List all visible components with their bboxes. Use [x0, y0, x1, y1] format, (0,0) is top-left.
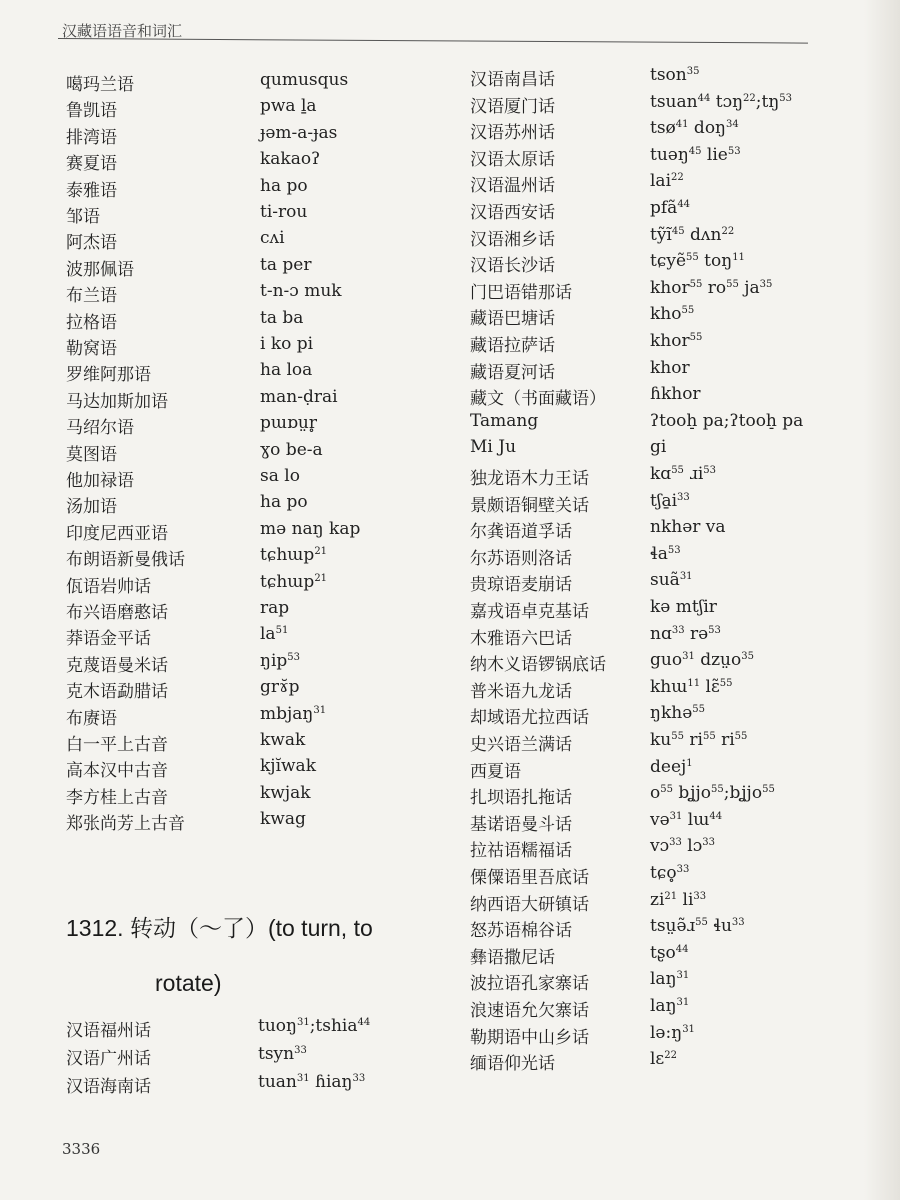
language-name: 李方桂上古音 — [66, 787, 168, 808]
word-form: khor — [650, 357, 690, 378]
tone-number: 33 — [669, 837, 682, 849]
entry-row — [66, 228, 466, 254]
entry-row — [66, 334, 466, 359]
tone-number: 33 — [352, 1073, 366, 1084]
word-form: tuan$^{31}$ ɦiaŋ$^{33}$ — [258, 1072, 366, 1092]
language-name: 赛夏语 — [66, 154, 117, 175]
entry-row — [470, 464, 870, 489]
language-name: 汉语西安话 — [470, 203, 555, 223]
tone-number: 55 — [686, 252, 699, 264]
language-name: 汉语太原话 — [470, 149, 555, 170]
tone-number: 55 — [671, 465, 684, 476]
word-form: guo$^{31}$ dzṳo$^{35}$ — [650, 650, 754, 671]
language-name: 郑张尚芳上古音 — [66, 814, 185, 835]
language-name: 白一平上古音 — [66, 735, 168, 755]
tone-number: 53 — [703, 465, 717, 476]
tone-number: 44 — [677, 199, 691, 210]
entry-row — [470, 730, 870, 755]
tone-number: 44 — [357, 1017, 371, 1028]
entry-row — [470, 703, 870, 729]
tone-number: 44 — [675, 943, 689, 955]
entry-row — [470, 91, 870, 117]
tone-number: 33 — [676, 864, 690, 875]
tone-number: 31 — [669, 810, 683, 822]
word-form: ʔtooh̠ pa;ʔtooh̠ pa — [650, 410, 804, 431]
tone-number: 35 — [741, 651, 754, 663]
entry-row — [66, 1044, 466, 1069]
language-name: 纳西语大研镇话 — [470, 894, 589, 915]
language-name: 他加禄语 — [66, 471, 134, 491]
entry-row — [66, 703, 466, 729]
language-name: 勒期语中山乡话 — [470, 1027, 589, 1048]
entry-row — [66, 386, 466, 412]
word-form: vɔ$^{33}$ lɔ$^{33}$ — [650, 836, 715, 857]
entry-row — [470, 1022, 870, 1048]
language-name: 门巴语错那话 — [470, 282, 572, 303]
entry-row — [470, 517, 870, 543]
entry-row — [66, 149, 466, 175]
language-name: 汉语厦门话 — [470, 96, 555, 117]
entry-row — [470, 437, 870, 459]
language-name: 扎坝语扎拖话 — [470, 788, 572, 809]
entry-row — [470, 251, 870, 277]
word-form: $zi^{21}$ $li^{33}$ — [650, 889, 707, 910]
word-form: laŋ$^{31}$ — [650, 996, 690, 1016]
entry-row — [66, 1016, 466, 1041]
entry-row — [66, 281, 466, 307]
tone-number: 33 — [731, 917, 745, 929]
entry-row — [66, 730, 466, 755]
language-name: 却域语尤拉西话 — [470, 708, 589, 729]
language-name: 克木语勐腊话 — [66, 682, 168, 703]
word-form: kɑ$^{55}$ ɹi$^{53}$ — [650, 464, 717, 484]
word-form: cʌi — [260, 228, 285, 249]
word-form: ŋkhə$^{55}$ — [650, 703, 705, 724]
word-form: tɕhɯp$^{21}$ — [260, 545, 328, 566]
language-name: 浪速语允欠寨话 — [470, 1001, 589, 1021]
word-form: tson$^{35}$ — [650, 65, 700, 85]
tone-number: 31 — [682, 1023, 695, 1035]
language-name: 贵琼语麦崩话 — [470, 575, 572, 596]
entry-row — [470, 783, 870, 809]
tone-number: 22 — [743, 92, 756, 104]
entry-row — [470, 996, 870, 1021]
language-name: 鲁凯语 — [66, 101, 117, 122]
tone-number: 55 — [681, 305, 695, 317]
word-form: tsyn$^{33}$ — [258, 1044, 307, 1064]
tone-number: 35 — [686, 66, 700, 77]
word-form: deej$^1$ — [650, 756, 693, 777]
entry-row — [66, 756, 466, 782]
language-name: 汉语长沙话 — [470, 256, 555, 277]
language-name: 木雅语六巴话 — [470, 628, 572, 649]
language-name: 布兴语磨憨话 — [66, 603, 168, 623]
word-form: tuəŋ$^{45}$ lie$^{53}$ — [650, 144, 741, 165]
tone-number: 11 — [687, 677, 701, 689]
tone-number: 11 — [732, 252, 745, 264]
word-form: tsø$^{41}$ doŋ$^{34}$ — [650, 118, 739, 139]
tone-number: 31 — [313, 704, 327, 716]
word-form: kjĭwak — [260, 756, 316, 777]
language-name: 尔苏语则洛话 — [470, 548, 572, 569]
language-name: 马绍尔语 — [66, 418, 134, 439]
tone-number: 21 — [314, 572, 328, 584]
tone-number: 31 — [296, 1073, 310, 1084]
word-form: $la^{51}$ — [260, 624, 289, 645]
entry-row — [470, 650, 870, 676]
language-name: 布兰语 — [66, 286, 117, 307]
tone-number: 31 — [676, 970, 690, 982]
word-form: ha po — [260, 175, 308, 196]
entry-row — [66, 360, 466, 386]
word-form: suã$^{31}$ — [650, 570, 693, 591]
tone-number: 31 — [682, 651, 695, 663]
entry-row — [470, 357, 870, 383]
tone-number: 33 — [702, 837, 715, 849]
entry-row — [470, 331, 870, 356]
language-name: 汉语湘乡话 — [470, 229, 555, 250]
language-name: 景颇语铜壁关话 — [470, 495, 589, 516]
entry-row — [66, 439, 466, 465]
entry-row — [66, 96, 466, 122]
language-name: 怒苏语棉谷话 — [470, 921, 572, 942]
word-form: ha loa — [260, 360, 313, 381]
word-form: tʂo$^{44}$ — [650, 942, 689, 963]
entry-row — [470, 570, 870, 596]
entry-row — [470, 411, 870, 433]
tone-number: 55 — [695, 917, 708, 929]
language-name: 莫图语 — [66, 444, 117, 465]
tone-number: 22 — [671, 172, 684, 184]
tone-number: 34 — [726, 119, 739, 131]
entry-row — [470, 543, 870, 569]
language-name: 汉语苏州话 — [470, 123, 555, 144]
language-name: 克蔑语曼米话 — [66, 655, 168, 676]
language-name: 拉祜语糯福话 — [470, 841, 572, 862]
language-name: 汉语温州话 — [470, 176, 555, 197]
tone-number: 41 — [675, 119, 689, 131]
tone-number: 55 — [692, 704, 705, 716]
entry-row — [470, 809, 870, 835]
word-form: $ku^{55}$ $ri^{55}$ $ri^{55}$ — [650, 730, 748, 750]
word-form: ɬa$^{53}$ — [650, 543, 681, 564]
entry-row — [470, 198, 870, 223]
entry-row — [66, 122, 466, 148]
tone-number: 33 — [677, 491, 690, 503]
entry-row — [66, 254, 466, 280]
entry-row — [470, 916, 870, 942]
entry-row — [66, 598, 466, 623]
entry-row — [470, 676, 870, 702]
language-name: Mi Ju — [470, 437, 517, 458]
word-form: və$^{31}$ lɯ$^{44}$ — [650, 809, 723, 830]
entry-row — [66, 809, 466, 835]
word-form: mbjaŋ$^{31}$ — [260, 703, 327, 724]
language-name: 纳木义语锣锅底话 — [470, 655, 606, 676]
entry-row — [66, 650, 466, 676]
word-form: tsuan$^{44}$ $tɔŋ^{22};tŋ^{53}$ — [650, 91, 793, 112]
tone-number: 22 — [721, 225, 735, 237]
word-form: rap — [260, 598, 290, 618]
word-form: kho$^{55}$ — [650, 304, 695, 325]
tone-number: 45 — [671, 225, 685, 237]
language-name: 罗维阿那语 — [66, 365, 151, 386]
language-name: 汉语海南话 — [66, 1077, 151, 1097]
tone-number: 55 — [689, 332, 703, 343]
language-name: 汉语福州话 — [66, 1021, 151, 1041]
language-name: 印度尼西亚语 — [66, 523, 168, 544]
word-form: ɦkhor — [650, 384, 701, 405]
word-form: t-n-ɔ muk — [260, 281, 342, 302]
word-form: ha po — [260, 492, 308, 513]
tone-number: 55 — [719, 677, 733, 689]
entry-row — [470, 756, 870, 782]
language-name: 佤语岩帅话 — [66, 576, 151, 597]
tone-number: 1 — [686, 757, 693, 769]
entry-row — [66, 782, 466, 808]
entry-row — [66, 677, 466, 703]
entry-row — [470, 171, 870, 197]
tone-number: 51 — [275, 625, 289, 637]
entry-row — [470, 490, 870, 516]
entry-row — [470, 836, 870, 862]
word-form: kwak — [260, 730, 306, 750]
word-form: tuoŋ$^{31}$;tshia$^{44}$ — [258, 1016, 371, 1036]
language-name: 傈僳语里吾底话 — [470, 868, 589, 888]
entry-row — [66, 492, 466, 518]
word-form: $o^{55}$ bʝjo$^{55}$;bʝjo$^{55}$ — [650, 783, 775, 804]
language-name: 波那佩语 — [66, 259, 134, 280]
word-form: qumusqus — [260, 70, 349, 90]
word-form: gi — [650, 437, 667, 458]
tone-number: 33 — [294, 1045, 307, 1056]
tone-number: 55 — [711, 784, 724, 796]
language-name: 普米语九龙话 — [470, 681, 572, 702]
entry-row — [66, 175, 466, 201]
word-form: $lə:ŋ^{31}$ — [650, 1022, 695, 1043]
tone-number: 55 — [734, 731, 748, 742]
word-form: man-ḍrai — [260, 386, 338, 407]
tone-number: 44 — [697, 92, 711, 104]
language-name: 波拉语孔家寨话 — [470, 974, 589, 995]
entry-row — [470, 942, 870, 968]
language-name: 藏文（书面藏语） — [470, 389, 606, 410]
word-form: pfã$^{44}$ — [650, 198, 691, 218]
tone-number: 45 — [688, 145, 702, 157]
language-name: 布朗语新曼俄话 — [66, 550, 185, 571]
word-form: tɕo̥$^{33}$ — [650, 863, 690, 883]
entry-row — [470, 224, 870, 250]
word-form: ɣo be-a — [260, 439, 323, 460]
tone-number: 33 — [693, 890, 707, 902]
word-form: khor$^{55}$ — [650, 331, 703, 351]
entry-row — [66, 624, 466, 650]
language-name: 汤加语 — [66, 497, 117, 518]
entry-row — [470, 277, 870, 303]
word-form: kwjak — [260, 782, 311, 803]
word-form: tsṳə̃ɹ$^{55}$ ɬu$^{33}$ — [650, 916, 745, 937]
entry-row — [470, 623, 870, 649]
language-name: 西夏语 — [470, 761, 521, 782]
language-name: 汉语广州话 — [66, 1049, 151, 1069]
language-name: 基诺语曼斗话 — [470, 814, 572, 835]
language-name: 藏语巴塘话 — [470, 309, 555, 330]
tone-number: 35 — [759, 278, 773, 290]
page-number: 3336 — [62, 1140, 101, 1158]
word-form: nɑ$^{33}$ rə$^{53}$ — [650, 623, 721, 644]
entry-row — [66, 413, 466, 439]
word-form: laŋ$^{31}$ — [650, 969, 690, 990]
word-form: $tʃa̱i^{33}$ — [650, 490, 690, 511]
entry-row — [66, 70, 466, 95]
language-name: 缅语仰光话 — [470, 1054, 555, 1075]
tone-number: 55 — [726, 278, 739, 290]
word-form: grɤ̆p — [260, 677, 300, 698]
language-name: 藏语拉萨话 — [470, 336, 555, 356]
tone-number: 53 — [779, 92, 793, 104]
tone-number: 33 — [671, 624, 685, 636]
language-name: 汉语南昌话 — [470, 70, 555, 90]
entry-row — [470, 65, 870, 90]
word-form: kakaoʔ — [260, 149, 321, 170]
language-name: 噶玛兰语 — [66, 75, 134, 95]
word-form: kə mtʃir — [650, 597, 717, 617]
language-name: 勒窝语 — [66, 339, 117, 359]
word-form: khɯ$^{11}$ lɛ̃$^{55}$ — [650, 676, 733, 697]
language-name: 嘉戎语卓克基话 — [470, 602, 589, 622]
word-form: ɟəm-a-ɟas — [260, 122, 338, 143]
word-form: tɕhɯp$^{21}$ — [260, 571, 328, 592]
entry-row — [66, 202, 466, 227]
entry-row — [66, 571, 466, 597]
word-form: ti-rou — [260, 202, 308, 222]
tone-number: 31 — [296, 1017, 310, 1028]
language-name: 泰雅语 — [66, 180, 117, 201]
entry-row — [66, 545, 466, 571]
word-form: tỹĩ$^{45}$ dʌn$^{22}$ — [650, 224, 735, 245]
entry-row — [470, 1049, 870, 1075]
entry-row — [66, 466, 466, 491]
language-name: 拉格语 — [66, 312, 117, 333]
entry-row — [66, 307, 466, 333]
word-form: ta ba — [260, 307, 304, 328]
word-form: ŋip$^{53}$ — [260, 650, 301, 671]
word-form: kwag — [260, 809, 306, 830]
entry-row — [66, 1072, 466, 1097]
entry-row — [470, 118, 870, 144]
section-heading-continued: rotate) — [155, 970, 222, 996]
word-form: khor$^{55}$ $ro^{55}$ $ja^{35}$ — [650, 277, 773, 298]
tone-number: 55 — [702, 731, 716, 742]
entry-row — [470, 863, 870, 888]
language-name: 排湾语 — [66, 127, 117, 148]
language-name: 彝语撒尼话 — [470, 947, 555, 968]
language-name: 高本汉中古音 — [66, 761, 168, 782]
entry-row — [470, 889, 870, 915]
entry-row — [470, 384, 870, 410]
word-form: pɯɒṳr̥ — [260, 413, 317, 434]
entry-row — [66, 518, 466, 544]
entry-row — [470, 304, 870, 330]
section-heading: 1312. 转动（～了）(to turn, to — [66, 915, 373, 941]
word-form: pwa ḻa — [260, 96, 317, 117]
language-name: 藏语夏河话 — [470, 362, 555, 383]
tone-number: 53 — [708, 624, 721, 636]
language-name: 阿杰语 — [66, 233, 117, 254]
word-form: ta per — [260, 254, 312, 275]
word-form: nkhər va — [650, 517, 726, 538]
tone-number: 21 — [314, 546, 328, 558]
word-form: mə naŋ kap — [260, 518, 361, 539]
word-form: tɕyẽ$^{55}$ toŋ$^{11}$ — [650, 251, 745, 272]
language-name: 布赓语 — [66, 708, 117, 729]
word-form: lɛ$^{22}$ — [650, 1049, 677, 1070]
word-form: i ko pi — [260, 334, 314, 354]
tone-number: 22 — [664, 1050, 677, 1062]
language-name: 邹语 — [66, 207, 100, 227]
language-name: 马达加斯加语 — [66, 391, 168, 412]
tone-number: 44 — [709, 810, 723, 822]
word-form: sa lo — [260, 466, 300, 486]
language-name: 莽语金平话 — [66, 629, 151, 650]
tone-number: 53 — [727, 145, 741, 157]
entry-row — [470, 597, 870, 622]
language-name: Tamang — [470, 410, 539, 431]
tone-number: 55 — [671, 731, 684, 742]
tone-number: 53 — [667, 544, 681, 556]
entry-row — [470, 969, 870, 995]
tone-number: 55 — [762, 784, 775, 796]
tone-number: 55 — [660, 784, 673, 796]
language-name: 独龙语木力王话 — [470, 469, 589, 489]
tone-number: 31 — [679, 571, 693, 583]
running-header: 汉藏语语音和词汇 — [62, 22, 183, 40]
entry-row — [470, 144, 870, 170]
tone-number: 55 — [689, 278, 703, 290]
tone-number: 31 — [676, 997, 690, 1008]
tone-number: 21 — [664, 890, 678, 902]
language-name: 史兴语兰满话 — [470, 735, 572, 755]
word-form: lai$^{22}$ — [650, 171, 684, 192]
tone-number: 53 — [287, 651, 301, 663]
language-name: 尔龚语道孚话 — [470, 522, 572, 543]
